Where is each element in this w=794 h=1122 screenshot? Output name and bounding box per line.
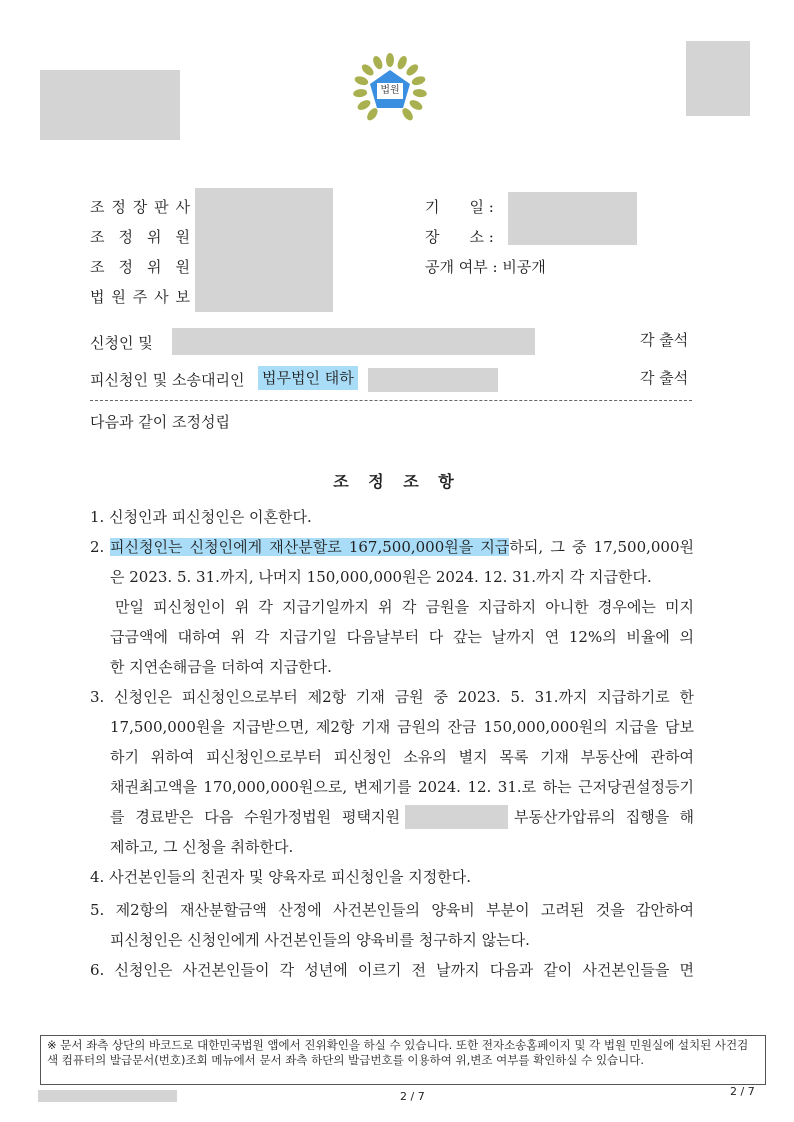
applicant-label: 신청인 및	[90, 334, 153, 352]
redacted-respondent	[368, 368, 498, 392]
official-label-mediator-2: 조 정 위 원	[90, 258, 190, 276]
disclosure-status: 공개 여부 : 비공개	[425, 258, 546, 276]
applicant-attendance: 각 출석	[640, 331, 689, 349]
clause-3-line-4: 채권최고액을 170,000,000원으로, 변제기를 2024. 12. 31.로 하는 근저당권설정등기	[110, 778, 694, 796]
clause-2-line-5: 한 지연손해금을 더하여 지급한다.	[110, 658, 332, 676]
clause-3-line-5b: 부동산가압류의 집행을 해	[514, 808, 694, 826]
clause-3-line-5a: 를 경료받은 다음 수원가정법원 평택지원	[110, 808, 400, 826]
section-title: 조 정 조 항	[333, 472, 461, 491]
place-label: 장 소 :	[425, 228, 494, 246]
clause-2-line-2: 은 2023. 5. 31.까지, 나머지 150,000,000원은 2024. 12. 31.까지 각 지급한다.	[110, 568, 652, 586]
clause-2-line-4: 급금액에 대하여 위 각 지급기일 다음날부터 다 갚는 날까지 연 12%의 비율에 의	[110, 628, 694, 646]
page-number-center: 2 / 7	[400, 1090, 425, 1103]
clause-2-number: 2.	[90, 538, 105, 556]
divider	[90, 400, 692, 401]
clause-2-line-1	[110, 537, 694, 557]
official-label-judge: 조 정 장 판 사	[90, 198, 190, 216]
page-number-right: 2 / 7	[730, 1085, 755, 1098]
logo-text: 법원	[380, 85, 400, 96]
redacted-stamp	[686, 41, 750, 116]
official-label-clerk: 법 원 주 사 보	[90, 288, 190, 306]
redacted-issue-number	[38, 1090, 177, 1102]
official-label-mediator-1: 조 정 위 원	[90, 228, 190, 246]
respondent-label: 피신청인 및 소송대리인	[90, 371, 245, 389]
clause-2-line-1-rest: 하되, 그 중 17,500,000원	[509, 538, 694, 556]
clause-4: 4. 사건본인들의 친권자 및 양육자로 피신청인을 지정한다.	[90, 868, 471, 886]
redacted-case-number	[405, 805, 508, 829]
clause-3-line-6: 제하고, 그 신청을 취하한다.	[110, 838, 294, 856]
clause-3-line-3: 하기 위하여 피신청인으로부터 피신청인 소유의 별지 목록 기재 부동산에 관하여	[110, 748, 694, 766]
intro-text: 다음과 같이 조정성립	[90, 413, 230, 431]
court-logo	[352, 52, 428, 128]
clause-3-line-2: 17,500,000원을 지급받으면, 제2항 기재 금원의 잔금 150,000,000원의 지급을 담보	[110, 718, 694, 736]
respondent-attendance: 각 출석	[640, 369, 689, 387]
clause-3-line-1: 3. 신청인은 피신청인으로부터 제2항 기재 금원 중 2023. 5. 31.까지 지급하기로 한	[90, 688, 694, 706]
date-label: 기 일 :	[425, 198, 494, 216]
clause-6-line-1: 6. 신청인은 사건본인들이 각 성년에 이르기 전 날까지 다음과 같이 사건본인들을 면	[90, 961, 694, 979]
clause-2-highlight: 피신청인는 신청인에게 재산분할로 167,500,000원을 지급	[110, 538, 510, 556]
clause-5-line-2: 피신청인은 신청인에게 사건본인들의 양육비를 청구하지 않는다.	[110, 931, 530, 949]
clause-2-line-3: 만일 피신청인이 위 각 지급기일까지 위 각 금원을 지급하지 아니한 경우에는 미지	[115, 598, 694, 616]
verification-notice: ※ 문서 좌측 상단의 바코드로 대한민국법원 앱에서 진위확인을 하실 수 있습니다. 또한 전자소송홈페이지 및 각 법원 민원실에 설치된 사건검색 컴퓨터의 발급문서(번호)조회 메뉴에서 문서 좌측 하단의 발급번호를 이용하여 위,변조 여부를 확인하실 수 있습니다.	[40, 1035, 766, 1085]
clause-5-line-1: 5. 제2항의 재산분할금액 산정에 사건본인들의 양육비 부분이 고려된 것을 감안하여	[90, 901, 694, 919]
redacted-official-names	[195, 188, 333, 312]
redacted-barcode	[40, 70, 180, 140]
respondent-firm: 법무법인 태하	[258, 366, 358, 390]
redacted-applicant	[172, 328, 535, 355]
redacted-date-place	[508, 192, 637, 245]
clause-1: 1. 신청인과 피신청인은 이혼한다.	[90, 508, 312, 526]
